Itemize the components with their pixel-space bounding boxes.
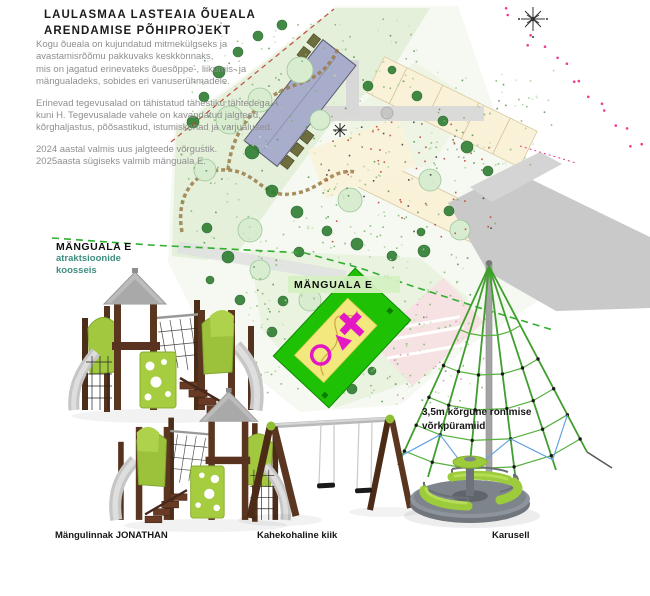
timeline-line: 2024 aastal valmis uus jalgteede võrgustik. xyxy=(36,143,218,155)
sidebar-label-sub1: atraktsioonide xyxy=(56,253,121,264)
plaza-circle xyxy=(381,107,393,119)
poster-header xyxy=(44,8,256,39)
areas-line: Erinevad tegevusalad on tähistatud tähestiku tähtedega A xyxy=(36,97,279,109)
poster-description xyxy=(36,39,278,169)
intro-line: Kogu õueala on kujundatud mitmekülgseks ja xyxy=(36,39,228,50)
map-highlight-label xyxy=(288,276,400,293)
path-horizontal xyxy=(312,106,484,121)
areas-line: kuni H. Tegevusalade vahele on kavandatud jalgteed, xyxy=(36,110,261,122)
caption-play-castle: Mängulinnak JONATHAN xyxy=(55,530,168,541)
areas-line: kõrghaljastus, põõsastikud, istumiskohad ja varjualused. xyxy=(36,122,273,134)
caption-swing: Kahekohaline kiik xyxy=(257,530,338,541)
sidebar-label-sub2: koosseis xyxy=(56,264,97,276)
spiky-tree-symbol xyxy=(333,123,347,137)
pyramid-note-line2: võrkpüramiid xyxy=(422,420,486,432)
poster-title-line1: LAULASMAA LASTEAIA ÕUEALA xyxy=(44,9,256,21)
pyramid-note-line1: 3,5m kõrgune ronimise xyxy=(422,407,532,418)
carousel-render xyxy=(404,456,540,528)
intro-line: mis on jagatud erinevateks õuesõppe-, liikumis- ja xyxy=(36,63,247,75)
poster-title-line2: ARENDAMISE PÕHIPROJEKT xyxy=(44,24,232,37)
intro-line: avastamisrõõmu pakkuvaks keskkonnaks, xyxy=(36,51,214,63)
north-arrow-icon xyxy=(515,3,551,48)
caption-carousel: Karusell xyxy=(492,530,530,541)
timeline-line: 2025aasta sügiseks valmib mänguala E. xyxy=(36,156,207,168)
intro-line: mängualadeks, sobides eri vanuserühmadele. xyxy=(36,76,230,88)
sidebar-label-title: MÄNGUALA E xyxy=(56,241,132,253)
pyramid-note xyxy=(422,406,531,433)
map-highlight-label-text: MÄNGUALA E xyxy=(294,278,373,291)
manguala-e-sidebar-label xyxy=(56,241,132,276)
